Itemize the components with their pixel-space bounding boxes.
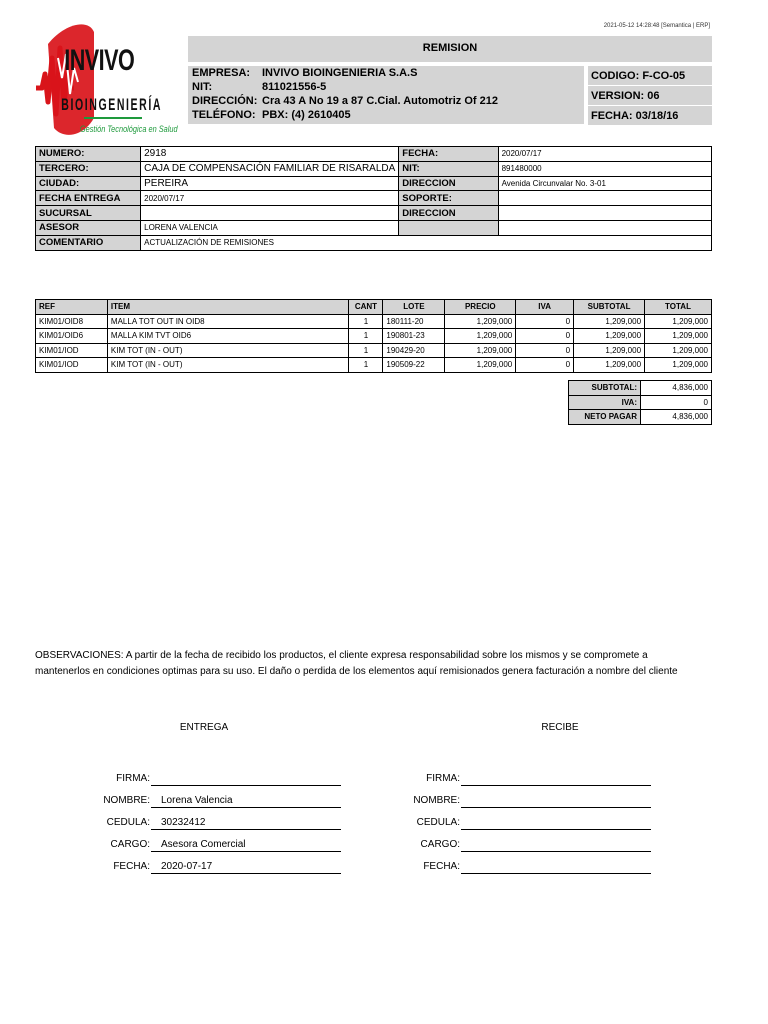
numero-value: 2918 bbox=[141, 147, 399, 162]
blank-cell bbox=[399, 220, 498, 235]
items-header-row bbox=[36, 300, 712, 315]
ciudad-label: CIUDAD: bbox=[36, 176, 141, 191]
cell-total: 1,209,000 bbox=[645, 358, 712, 373]
entrega-nombre-row bbox=[44, 795, 364, 817]
table-row bbox=[36, 329, 712, 344]
cargo-line bbox=[461, 839, 651, 852]
subtotal-label: SUBTOTAL: bbox=[569, 381, 641, 396]
company-row-direccion bbox=[192, 95, 498, 107]
cell-lote: 190801-23 bbox=[383, 329, 445, 344]
cell-lote: 180111-20 bbox=[383, 314, 445, 329]
version-box: VERSION: 06 bbox=[588, 86, 712, 105]
firma-label: FIRMA: bbox=[426, 773, 460, 784]
soporte-value bbox=[498, 191, 711, 206]
cell-lote: 190509-22 bbox=[383, 358, 445, 373]
cedula-label: CEDULA: bbox=[106, 817, 150, 828]
col-cant-header: CANT bbox=[349, 300, 383, 315]
nit-label: NIT: bbox=[192, 81, 213, 93]
info-row bbox=[36, 220, 712, 235]
cell-cant: 1 bbox=[349, 314, 383, 329]
document-title: REMISION bbox=[422, 42, 478, 54]
svg-text:INVIVO: INVIVO bbox=[64, 42, 135, 77]
fecha-line: 2020-07-17 bbox=[151, 861, 341, 874]
blank-cell bbox=[498, 220, 711, 235]
info-row bbox=[36, 235, 712, 250]
entrega-fecha-row bbox=[44, 861, 364, 883]
col-item-header: ITEM bbox=[107, 300, 349, 315]
cell-total: 1,209,000 bbox=[645, 343, 712, 358]
recibe-cargo-row bbox=[400, 839, 720, 861]
cell-subtotal: 1,209,000 bbox=[574, 343, 645, 358]
tercero-label: TERCERO: bbox=[36, 161, 141, 176]
nombre-label: NOMBRE: bbox=[413, 795, 460, 806]
cargo-label: CARGO: bbox=[420, 839, 460, 850]
col-subtotal-header: SUBTOTAL bbox=[574, 300, 645, 315]
fecha-label: FECHA: bbox=[423, 861, 460, 872]
subtotal-value: 4,836,000 bbox=[641, 381, 712, 396]
col-lote-header: LOTE bbox=[383, 300, 445, 315]
nombre-line bbox=[461, 795, 651, 808]
asesor-label: ASESOR bbox=[36, 220, 141, 235]
nombre-line: Lorena Valencia bbox=[151, 795, 341, 808]
entrega-signature-block bbox=[44, 722, 364, 883]
cell-total: 1,209,000 bbox=[645, 329, 712, 344]
iva-value: 0 bbox=[641, 395, 712, 410]
info-row bbox=[36, 161, 712, 176]
cedula-line bbox=[461, 817, 651, 830]
info-row bbox=[36, 191, 712, 206]
nombre-label: NOMBRE: bbox=[103, 795, 150, 806]
company-logo bbox=[34, 18, 178, 142]
cargo-label: CARGO: bbox=[110, 839, 150, 850]
direccion-value: Avenida Circunvalar No. 3-01 bbox=[498, 176, 711, 191]
observations bbox=[35, 648, 735, 680]
company-info bbox=[188, 66, 584, 124]
entrega-cargo-row bbox=[44, 839, 364, 861]
cell-cant: 1 bbox=[349, 343, 383, 358]
cell-precio: 1,209,000 bbox=[445, 314, 516, 329]
cell-precio: 1,209,000 bbox=[445, 329, 516, 344]
cell-ref: KIM01/IOD bbox=[36, 358, 108, 373]
telefono-label: TELÉFONO: bbox=[192, 109, 256, 121]
table-row bbox=[36, 314, 712, 329]
tercero-value: CAJA DE COMPENSACIÓN FAMILIAR DE RISARALDA bbox=[141, 161, 399, 176]
direccion-label: DIRECCIÓN: bbox=[192, 95, 258, 107]
recibe-firma-row bbox=[400, 773, 720, 795]
nit-value: 811021556-5 bbox=[262, 81, 327, 93]
cell-subtotal: 1,209,000 bbox=[574, 314, 645, 329]
svg-text:Gestión Tecnológica en Salud: Gestión Tecnológica en Salud bbox=[79, 124, 178, 135]
ciudad-value: PEREIRA bbox=[141, 176, 399, 191]
sucursal-label: SUCURSAL bbox=[36, 206, 141, 221]
company-row-empresa bbox=[192, 67, 417, 79]
code-box: CODIGO: F-CO-05 bbox=[588, 66, 712, 85]
cell-subtotal: 1,209,000 bbox=[574, 329, 645, 344]
comentario-value: ACTUALIZACIÓN DE REMISIONES bbox=[141, 235, 712, 250]
cell-total: 1,209,000 bbox=[645, 314, 712, 329]
observations-line-1: OBSERVACIONES: A partir de la fecha de recibido los productos, el cliente expresa responsabilidad sobre los mismos y se compromete a bbox=[35, 650, 648, 661]
firma-line bbox=[461, 773, 651, 786]
cell-iva: 0 bbox=[516, 343, 574, 358]
cell-item: KIM TOT (IN - OUT) bbox=[107, 358, 349, 373]
cell-iva: 0 bbox=[516, 358, 574, 373]
items-table bbox=[35, 299, 712, 373]
info-row bbox=[36, 176, 712, 191]
cell-ref: KIM01/IOD bbox=[36, 343, 108, 358]
col-precio-header: PRECIO bbox=[445, 300, 516, 315]
cell-ref: KIM01/OID8 bbox=[36, 314, 108, 329]
entrega-title: ENTREGA bbox=[179, 722, 229, 733]
empresa-label: EMPRESA: bbox=[192, 67, 251, 79]
direccion2-label: DIRECCION bbox=[399, 206, 498, 221]
info-row bbox=[36, 147, 712, 162]
cell-precio: 1,209,000 bbox=[445, 343, 516, 358]
company-row-telefono bbox=[192, 109, 351, 121]
empresa-value: INVIVO BIOINGENIERIA S.A.S bbox=[262, 67, 418, 79]
direccion-label: DIRECCION bbox=[399, 176, 498, 191]
comentario-label: COMENTARIO bbox=[36, 235, 141, 250]
totals-table bbox=[568, 380, 712, 425]
neto-pagar-value: 4,836,000 bbox=[641, 410, 712, 425]
direccion-value: Cra 43 A No 19 a 87 C.Cial. Automotriz Of 212 bbox=[262, 95, 498, 107]
remission-info-table bbox=[35, 146, 712, 251]
fecha-entrega-value: 2020/07/17 bbox=[141, 191, 399, 206]
sucursal-value bbox=[141, 206, 399, 221]
entrega-firma-row bbox=[44, 773, 364, 795]
fecha-label: FECHA: bbox=[113, 861, 150, 872]
nit-value: 891480000 bbox=[498, 161, 711, 176]
col-ref-header: REF bbox=[36, 300, 108, 315]
cell-ref: KIM01/OID6 bbox=[36, 329, 108, 344]
firma-line bbox=[151, 773, 341, 786]
firma-label: FIRMA: bbox=[116, 773, 150, 784]
cell-lote: 190429-20 bbox=[383, 343, 445, 358]
info-row bbox=[36, 206, 712, 221]
cell-cant: 1 bbox=[349, 358, 383, 373]
col-total-header: TOTAL bbox=[645, 300, 712, 315]
cell-item: MALLA KIM TVT OID6 bbox=[107, 329, 349, 344]
numero-label: NUMERO: bbox=[36, 147, 141, 162]
direccion2-value bbox=[498, 206, 711, 221]
recibe-signature-block bbox=[400, 722, 720, 883]
recibe-nombre-row bbox=[400, 795, 720, 817]
entrega-cedula-row bbox=[44, 817, 364, 839]
asesor-value: LORENA VALENCIA bbox=[141, 220, 399, 235]
fecha-entrega-label: FECHA ENTREGA bbox=[36, 191, 141, 206]
recibe-cedula-row bbox=[400, 817, 720, 839]
cell-item: KIM TOT (IN - OUT) bbox=[107, 343, 349, 358]
soporte-label: SOPORTE: bbox=[399, 191, 498, 206]
cargo-line: Asesora Comercial bbox=[151, 839, 341, 852]
cell-precio: 1,209,000 bbox=[445, 358, 516, 373]
iva-label: IVA: bbox=[569, 395, 641, 410]
observations-line-2: mantenerlos en condiciones optimas para su uso. El daño o perdida de los elementos aquí remisionados genera facturación a nombre del cliente bbox=[35, 666, 678, 677]
cell-subtotal: 1,209,000 bbox=[574, 358, 645, 373]
document-title-band bbox=[188, 36, 712, 62]
cell-item: MALLA TOT OUT IN OID8 bbox=[107, 314, 349, 329]
recibe-title: RECIBE bbox=[541, 722, 579, 733]
company-row-nit bbox=[192, 81, 326, 93]
table-row bbox=[36, 343, 712, 358]
telefono-value: PBX: (4) 2610405 bbox=[262, 109, 351, 121]
cell-cant: 1 bbox=[349, 329, 383, 344]
col-iva-header: IVA bbox=[516, 300, 574, 315]
fecha-line bbox=[461, 861, 651, 874]
recibe-fecha-row bbox=[400, 861, 720, 883]
cell-iva: 0 bbox=[516, 329, 574, 344]
nit-label: NIT: bbox=[399, 161, 498, 176]
logo-graphic bbox=[34, 18, 178, 142]
timestamp: 2021-05-12 14:28:48 [Semantica | ERP] bbox=[603, 23, 710, 29]
fecha-label: FECHA: bbox=[399, 147, 498, 162]
svg-text:BIOINGENIERÍA: BIOINGENIERÍA bbox=[61, 94, 161, 114]
totals-row bbox=[569, 395, 712, 410]
cedula-label: CEDULA: bbox=[416, 817, 460, 828]
form-date-box: FECHA: 03/18/16 bbox=[588, 106, 712, 125]
table-row bbox=[36, 358, 712, 373]
fecha-value: 2020/07/17 bbox=[498, 147, 711, 162]
totals-row bbox=[569, 410, 712, 425]
cedula-line: 30232412 bbox=[151, 817, 341, 830]
totals-row bbox=[569, 381, 712, 396]
neto-pagar-label: NETO PAGAR bbox=[569, 410, 641, 425]
cell-iva: 0 bbox=[516, 314, 574, 329]
